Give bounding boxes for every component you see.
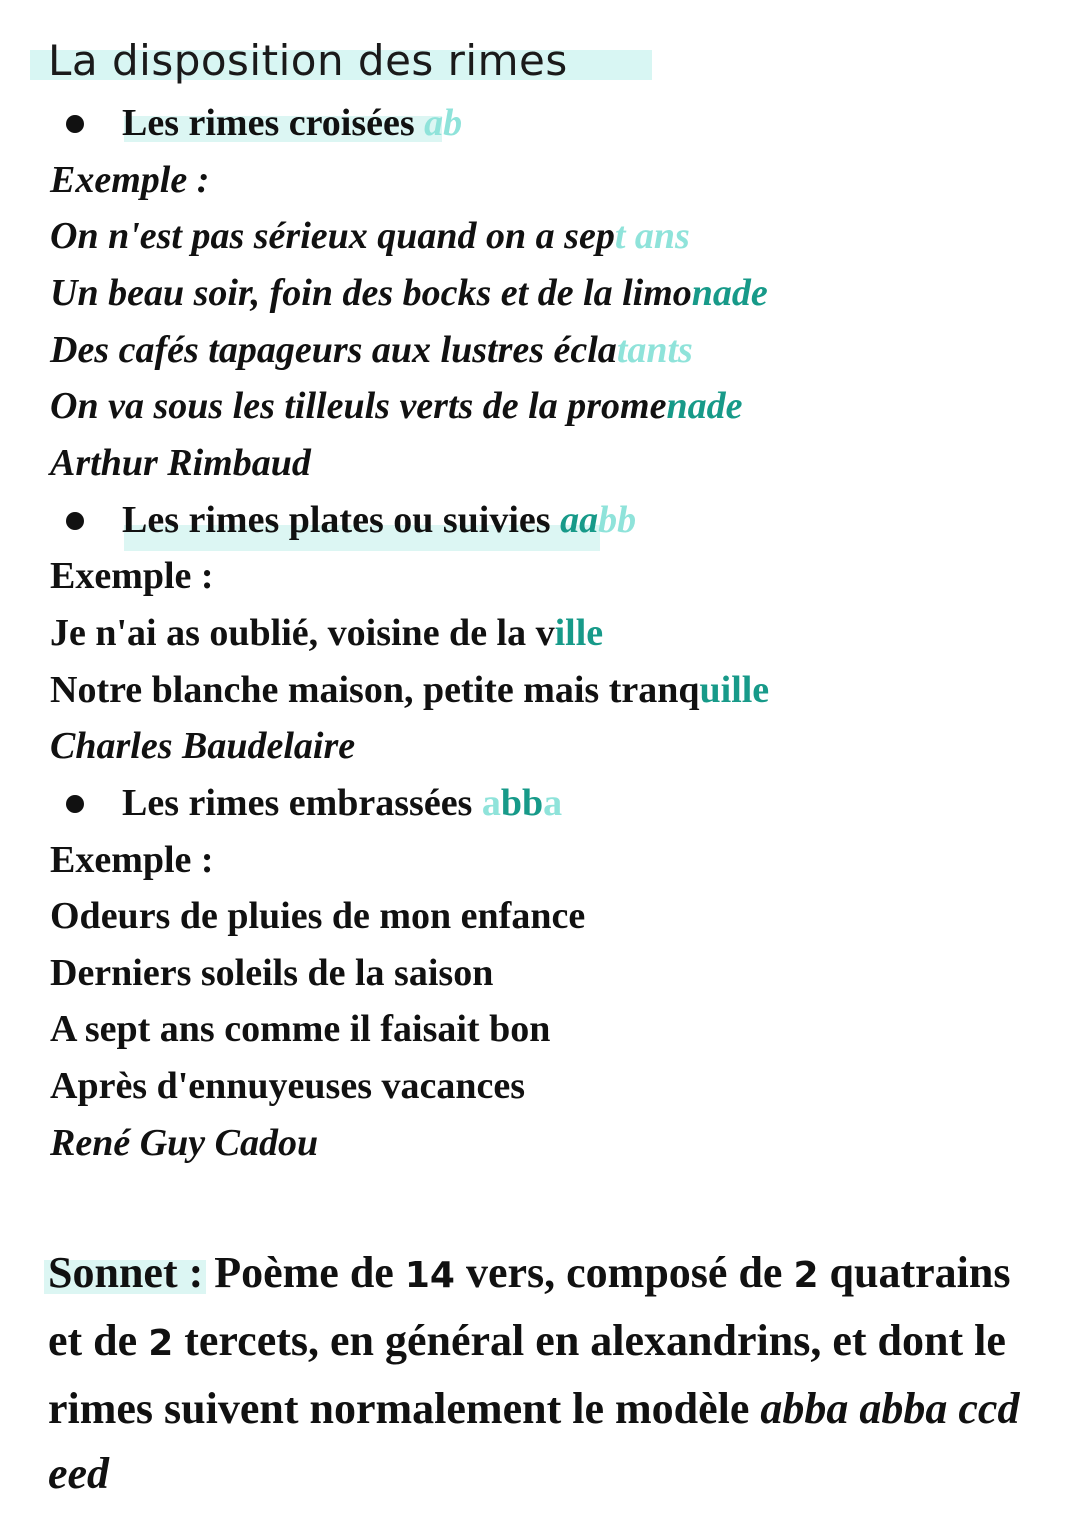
rhyme-scheme: ab	[424, 102, 463, 144]
bullet-icon	[66, 115, 84, 133]
verse-line: Des cafés tapageurs aux lustres éclatants	[50, 329, 693, 371]
verse-line: Après d'ennuyeuses vacances	[50, 1065, 526, 1107]
section-heading-embrassees: Les rimes embrassées abba	[66, 780, 562, 826]
verse-line: Derniers soleils de la saison	[50, 952, 494, 994]
example-label: Exemple :	[50, 555, 214, 597]
rhyme-scheme: aabb	[560, 499, 637, 541]
sonnet-pattern: abba abba ccd eed	[48, 1384, 1020, 1498]
verse-line: Notre blanche maison, petite mais tranquille	[50, 669, 770, 711]
author: René Guy Cadou	[50, 1122, 319, 1164]
example-label: Exemple :	[50, 839, 214, 881]
verse-line: On va sous les tilleuls verts de la promenade	[50, 385, 743, 427]
section-heading-plates: Les rimes plates ou suivies aabb	[66, 497, 636, 543]
page-title: La disposition des rimes	[48, 36, 568, 85]
rhyme-scheme: abba	[481, 782, 563, 824]
example-label: Exemple :	[50, 159, 210, 201]
author: Charles Baudelaire	[50, 725, 356, 767]
section-heading-croisees: Les rimes croisées ab	[66, 100, 462, 146]
verse-line: A sept ans comme il faisait bon	[50, 1008, 551, 1050]
sonnet-term: Sonnet	[48, 1248, 178, 1297]
bullet-icon	[66, 512, 84, 530]
bullet-icon	[66, 795, 84, 813]
verse-line: Je n'ai as oublié, voisine de la ville	[50, 612, 604, 654]
verse-line: Un beau soir, foin des bocks et de la limonade	[50, 272, 768, 314]
sonnet-definition: Sonnet : Poème de 14 vers, composé de 2 quatrains et de 2 tercets, en général en alexandrins, et dont le rimes suivent normalement le modèle abba abba ccd eed	[48, 1248, 1020, 1498]
verse-line: Odeurs de pluies de mon enfance	[50, 895, 586, 937]
verse-line: On n'est pas sérieux quand on a sept ans	[50, 215, 690, 257]
author: Arthur Rimbaud	[50, 442, 311, 484]
